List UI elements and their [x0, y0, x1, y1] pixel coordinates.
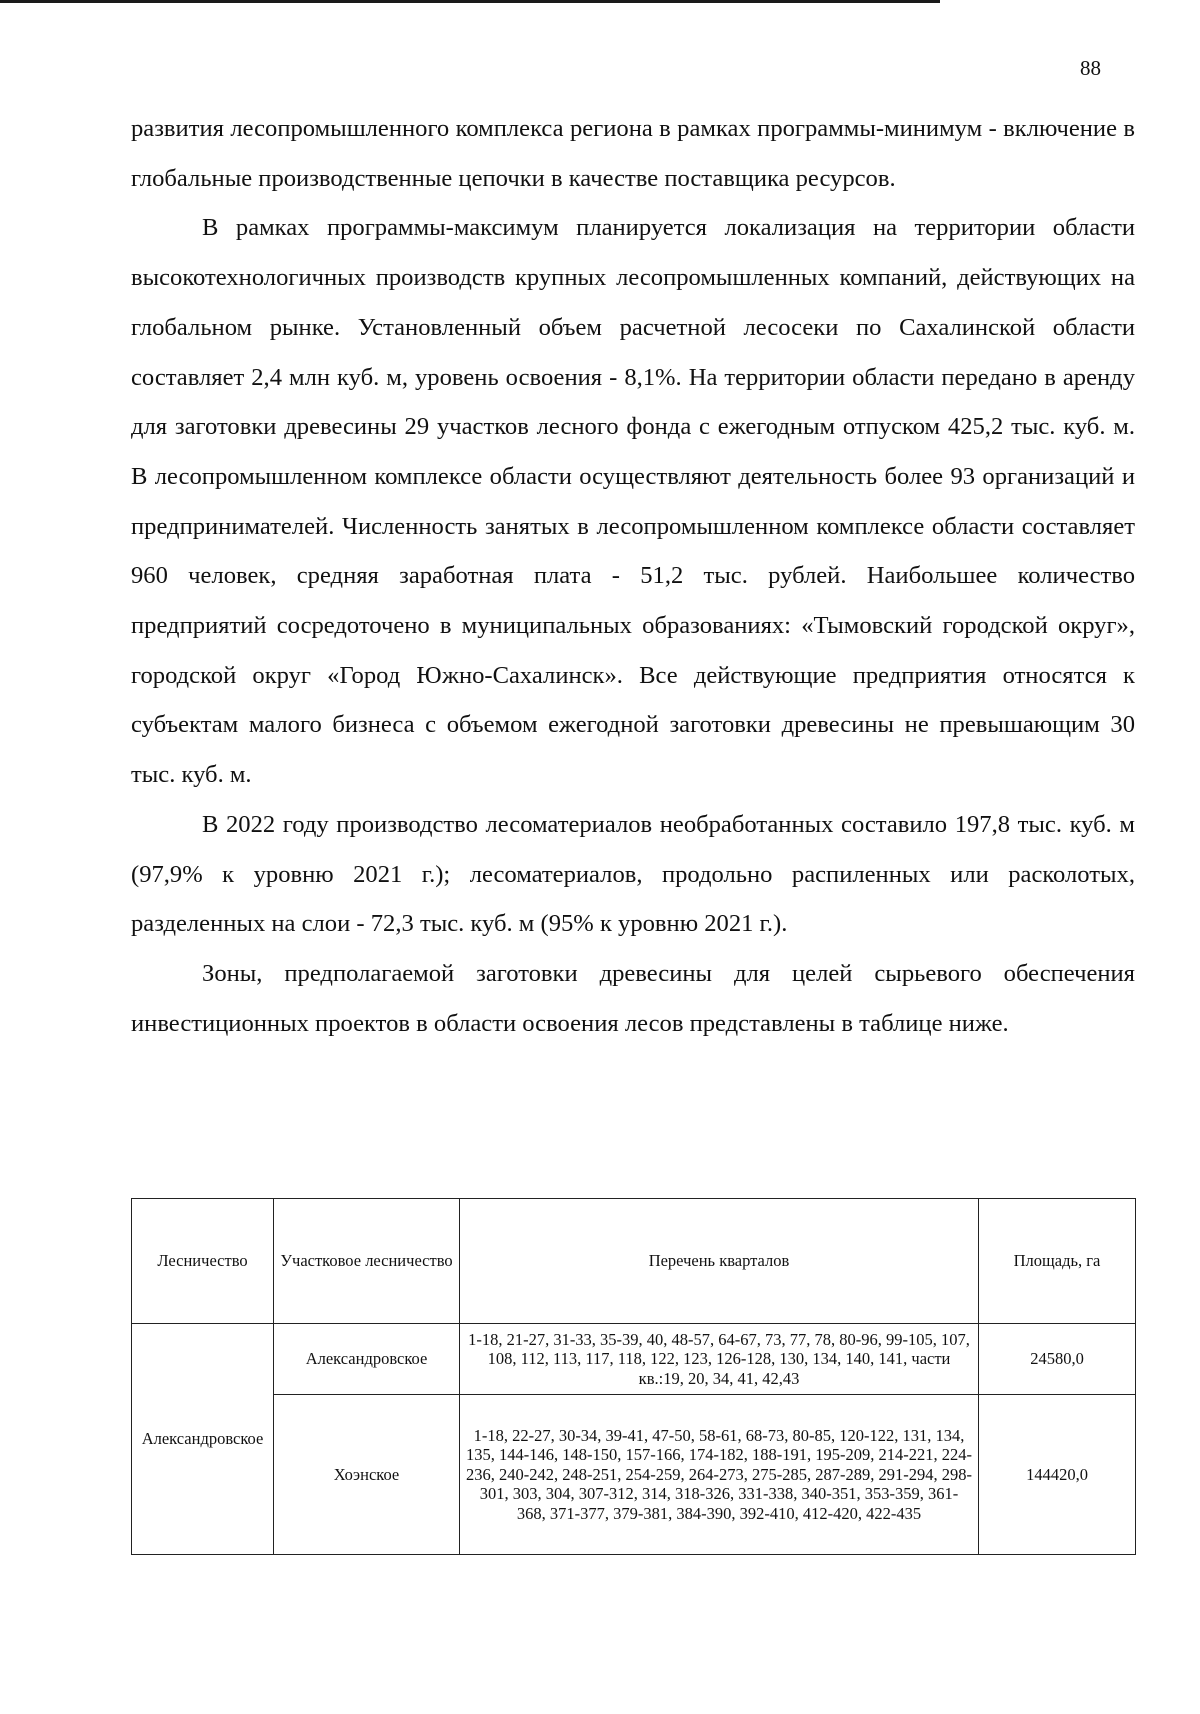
- area-cell: 144420,0: [979, 1395, 1136, 1555]
- header-quarters: Перечень кварталов: [460, 1199, 979, 1324]
- paragraph-1: развития лесопромышленного комплекса региона в рамках программы-минимум - включение в глобальные производственные цепочки в качестве поставщика ресурсов.: [131, 115, 1135, 192]
- header-district-forestry: Участковое лесничество: [274, 1199, 460, 1324]
- table-row: [132, 1324, 1136, 1395]
- forestry-zones-table: [131, 1198, 1136, 1555]
- paragraph-4: Зоны, предполагаемой заготовки древесины для целей сырьевого обеспечения инвестиционных проектов в области освоения лесов представлены в таблице ниже.: [131, 959, 1135, 1037]
- table-header-row: [132, 1199, 1136, 1324]
- page-number: 88: [1080, 56, 1101, 80]
- paragraph-2: В рамках программы-максимум планируется локализация на территории области высокотехнологичных производств крупных лесопромышленных компаний, действующих на глобальном рынке. Установленный объем расчетной лесосеки по Сахалинской области составляет 2,4 млн куб. м, уровень освоения - 8,1%. На территории области передано в аренду для заготовки древесины 29 участков лесного фонда с ежегодным отпуском 425,2 тыс. куб. м. В лесопромышленном комплексе области осуществляют деятельность более 93 организаций и предпринимателей. Численность занятых в лесопромышленном комплексе области составляет 960 человек, средняя заработная плата - 51,2 тыс. рублей. Наибольшее количество предприятий сосредоточено в муниципальных образованиях: «Тымовский городской округ», городской округ «Город Южно-Сахалинск». Все действующие предприятия относятся к субъектам малого бизнеса с объемом ежегодной заготовки древесины не превышающим 30 тыс. куб. м.: [131, 214, 1135, 789]
- area-cell: 24580,0: [979, 1324, 1136, 1395]
- document-body: [131, 104, 1135, 1048]
- district-cell: Александровское: [274, 1324, 460, 1395]
- header-area: Площадь, га: [979, 1199, 1136, 1324]
- quarters-cell: 1-18, 22-27, 30-34, 39-41, 47-50, 58-61, 68-73, 80-85, 120-122, 131, 134, 135, 144-146, 148-150, 157-166, 174-182, 188-191, 195-209, 214-221, 224-236, 240-242, 248-251, 254-259, 264-273, 275-285, 287-289, 291-294, 298-301, 303, 304, 307-312, 314, 318-326, 331-338, 340-351, 353-359, 361-368, 371-377, 379-381, 384-390, 392-410, 412-420, 422-435: [460, 1395, 979, 1555]
- table-row: [132, 1395, 1136, 1555]
- forestry-name-cell: Александровское: [132, 1324, 274, 1555]
- district-cell: Хоэнское: [274, 1395, 460, 1555]
- quarters-cell: 1-18, 21-27, 31-33, 35-39, 40, 48-57, 64-67, 73, 77, 78, 80-96, 99-105, 107, 108, 112, 113, 117, 118, 122, 123, 126-128, 130, 134, 140, 141, части кв.:19, 20, 34, 41, 42,43: [460, 1324, 979, 1395]
- header-forestry: Лесничество: [132, 1199, 274, 1324]
- paragraph-3: В 2022 году производство лесоматериалов необработанных составило 197,8 тыс. куб. м (97,9% к уровню 2021 г.); лесоматериалов, продольно распиленных или расколотых, разделенных на слои - 72,3 тыс. куб. м (95% к уровню 2021 г.).: [131, 810, 1135, 938]
- top-border-line: [0, 0, 940, 3]
